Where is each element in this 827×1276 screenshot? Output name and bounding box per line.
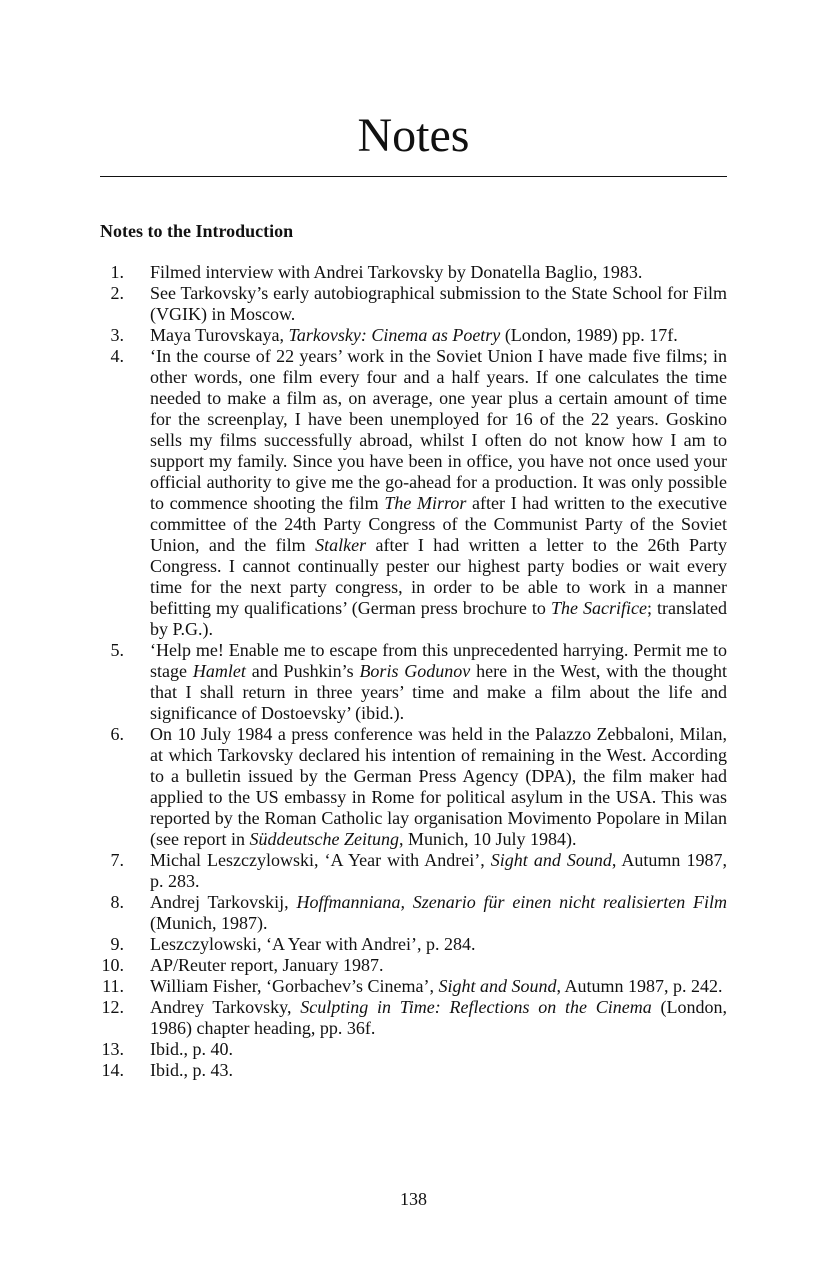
note-item [100, 892, 727, 934]
note-text: See Tarkovsky’s early autobiographical submission to the State School for Film (VGIK) in Moscow. [150, 283, 727, 324]
note-number: 8. [110, 892, 124, 912]
page-title: Notes [357, 109, 470, 162]
note-title-italic: Boris Godunov [359, 661, 471, 681]
note-text: after I had written to the executive committee of the 24th Party Congress of the Communist Party of the Soviet Union, and the film [150, 493, 727, 555]
note-text: William Fisher, ‘Gorbachev’s Cinema’, [150, 976, 439, 996]
note-text: Maya Turovskaya, [150, 325, 289, 345]
note-item [100, 640, 727, 724]
note-number: 10. [101, 955, 124, 975]
note-text: (London, 1989) pp. 17f. [500, 325, 678, 345]
note-title-italic: The Mirror [384, 493, 467, 513]
section-heading: Notes to the Introduction [100, 221, 294, 241]
note-item [100, 283, 727, 325]
note-number: 14. [101, 1060, 124, 1080]
note-text: , Autumn 1987, p. 242. [556, 976, 723, 996]
note-text: after I had written a letter to the 26th Party Congress. I cannot continually pester our highest party bodies or wait every time for the next party congress, in order to be able to work in a manner befitting my qualifications’ (German press brochure to [150, 535, 728, 618]
note-title-italic: Sight and Sound [438, 976, 557, 996]
note-text: ; translated by P.G.). [150, 598, 727, 639]
note-number: 9. [110, 934, 124, 954]
note-number: 13. [101, 1039, 124, 1059]
note-text: here in the West, with the thought that I shall return in three years’ time and make a film about the life and significance of Dostoevsky’ (ibid.). [150, 661, 727, 723]
note-title-italic: Süddeutsche Zeitung [249, 829, 399, 849]
note-number: 11. [102, 976, 124, 996]
note-text: , Autumn 1987, p. 283. [150, 850, 727, 891]
note-number: 2. [110, 283, 124, 303]
title-rule [100, 176, 727, 177]
note-number: 7. [110, 850, 124, 870]
note-text: Andrey Tarkovsky, [150, 997, 301, 1017]
note-item [100, 262, 727, 283]
note-title-italic: Sight and Sound [490, 850, 612, 870]
note-text: Ibid., p. 43. [150, 1060, 233, 1080]
note-title-italic: The Sacrifice [550, 598, 647, 618]
note-title-italic: Tarkovsky: Cinema as Poetry [288, 325, 501, 345]
note-text: (Munich, 1987). [150, 913, 268, 933]
note-number: 6. [110, 724, 124, 744]
note-item [100, 997, 727, 1039]
note-text: Leszczylowski, ‘A Year with Andrei’, p. 284. [150, 934, 476, 954]
note-number: 1. [110, 262, 124, 282]
note-item [100, 934, 727, 955]
note-item [100, 850, 727, 892]
note-text: Andrej Tarkovskij, [150, 892, 297, 912]
note-title-italic: Sculpting in Time: Reflections on the Cinema [300, 997, 652, 1017]
note-item [100, 1060, 727, 1081]
note-item [100, 976, 727, 997]
note-text: ‘Help me! Enable me to escape from this unprecedented harrying. Permit me to stage [150, 640, 727, 681]
note-text: On 10 July 1984 a press conference was held in the Palazzo Zebbaloni, Milan, at which Tarkovsky declared his intention of remaining in the West. According to a bulletin issued by the German Press Agency (DPA), the film maker had applied to the US embassy in Rome for political asylum in the USA. This was reported by the Roman Catholic lay organisation Movimento Popolare in Milan (see report in [150, 724, 727, 849]
note-text: Ibid., p. 40. [150, 1039, 233, 1059]
note-item [100, 1039, 727, 1060]
note-text: Michal Leszczylowski, ‘A Year with Andrei’, [150, 850, 491, 870]
note-number: 5. [110, 640, 124, 660]
note-number: 12. [101, 997, 124, 1017]
note-text: Filmed interview with Andrei Tarkovsky by Donatella Baglio, 1983. [150, 262, 643, 282]
note-item [100, 325, 727, 346]
note-text: , Munich, 10 July 1984). [398, 829, 577, 849]
note-text: (London, 1986) chapter heading, pp. 36f. [150, 997, 727, 1038]
note-item [100, 724, 727, 850]
note-title-italic: Hamlet [192, 661, 246, 681]
note-text: ‘In the course of 22 years’ work in the Soviet Union I have made five films; in other words, one film every four and a half years. If one calculates the time needed to make a film as, on average, one year plus a certain amount of time for the screenplay, I have been unemployed for 16 of the 22 years. Goskino sells my films successfully abroad, whilst I often do not know how I am to support my family. Since you have been in office, you have not once used your official authority to give me the go-ahead for a production. It was only possible to commence shooting the film [150, 346, 727, 513]
note-item [100, 346, 727, 640]
note-number: 3. [110, 325, 124, 345]
note-item [100, 955, 727, 976]
page-number: 138 [400, 1189, 427, 1209]
note-number: 4. [110, 346, 124, 366]
note-text: and Pushkin’s [245, 661, 360, 681]
note-title-italic: Stalker [315, 535, 367, 555]
note-title-italic: Hoffmanniana, Szenario für einen nicht realisierten Film [296, 892, 727, 912]
notes-list [100, 262, 727, 1081]
note-text: AP/Reuter report, January 1987. [150, 955, 384, 975]
